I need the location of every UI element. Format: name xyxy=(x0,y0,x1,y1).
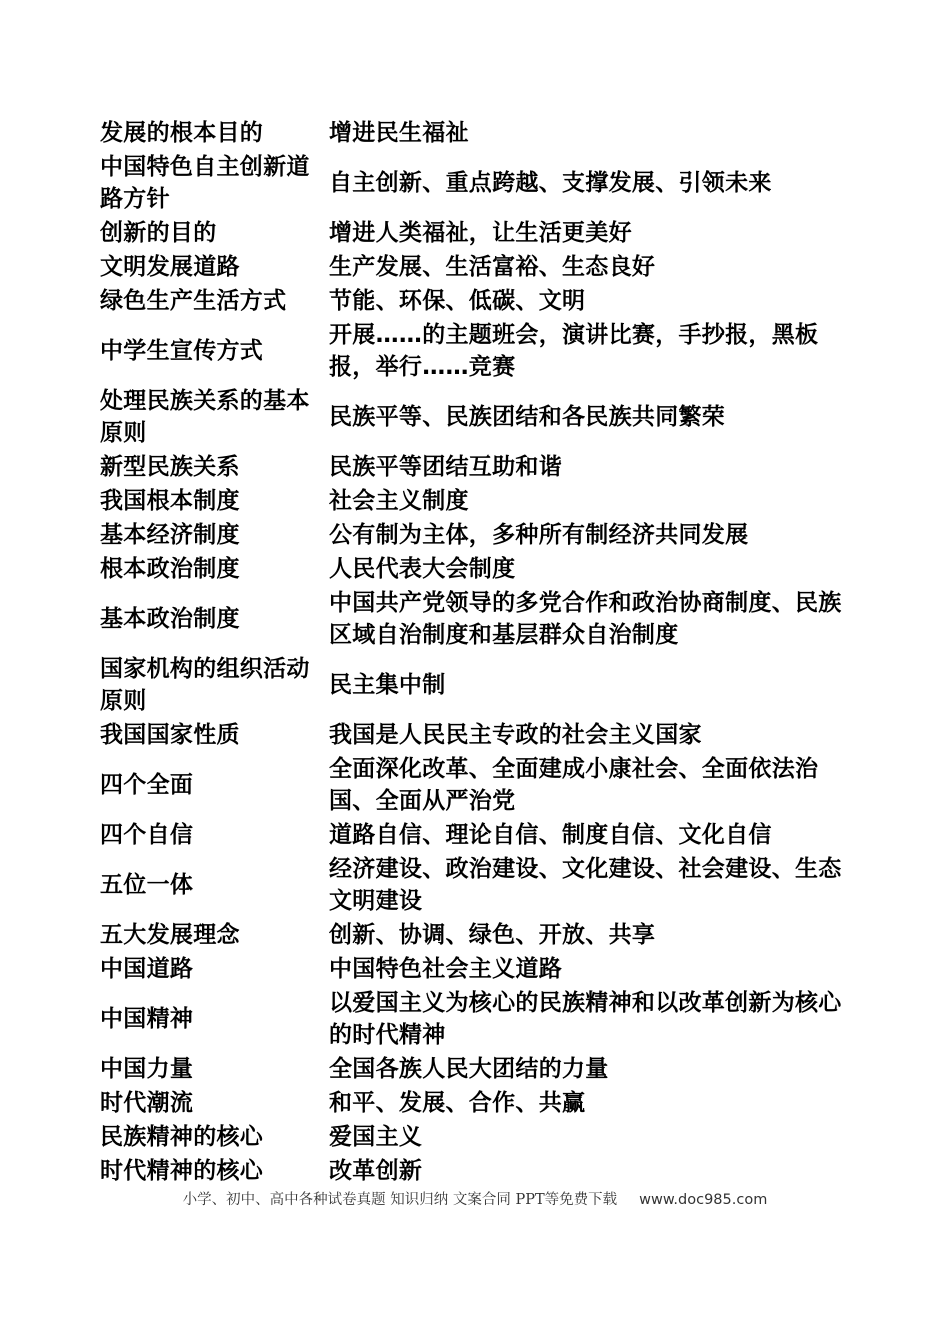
table-row xyxy=(100,518,860,552)
table-row xyxy=(100,918,860,952)
table-row xyxy=(100,952,860,986)
table-row xyxy=(100,484,860,518)
term-cell: 新型民族关系 xyxy=(100,454,240,480)
definition-cell: 公有制为主体，多种所有制经济共同发展 xyxy=(329,522,749,548)
definition-cell: 和平、发展、合作、共赢 xyxy=(329,1090,586,1116)
table-row xyxy=(100,986,860,1052)
table-row xyxy=(100,1052,860,1086)
table-row xyxy=(100,818,860,852)
term-cell: 中学生宣传方式 xyxy=(100,338,264,364)
term-cell: 处理民族关系的基本原则 xyxy=(100,388,310,446)
definition-cell: 全国各族人民大团结的力量 xyxy=(329,1056,609,1082)
table-row xyxy=(100,216,860,250)
table-row xyxy=(100,318,860,384)
definition-cell: 中国特色社会主义道路 xyxy=(329,956,562,982)
term-cell: 民族精神的核心 xyxy=(100,1124,264,1150)
table-row xyxy=(100,384,860,450)
term-cell: 国家机构的组织活动原则 xyxy=(100,656,310,714)
definition-cell: 爱国主义 xyxy=(329,1124,423,1150)
table-row xyxy=(100,250,860,284)
term-cell: 五位一体 xyxy=(100,872,194,898)
term-cell: 四个全面 xyxy=(100,772,194,798)
term-cell: 中国精神 xyxy=(100,1006,194,1032)
term-cell: 中国力量 xyxy=(100,1056,194,1082)
definition-cell: 社会主义制度 xyxy=(329,488,469,514)
table-row xyxy=(100,852,860,918)
term-cell: 创新的目的 xyxy=(100,220,217,246)
definition-cell: 改革创新 xyxy=(329,1158,423,1184)
table-row xyxy=(100,150,860,216)
term-cell: 时代精神的核心 xyxy=(100,1158,264,1184)
term-cell: 我国国家性质 xyxy=(100,722,240,748)
term-cell: 根本政治制度 xyxy=(100,556,240,582)
definition-cell: 民族平等、民族团结和各民族共同繁荣 xyxy=(329,404,726,430)
definition-cell: 生产发展、生活富裕、生态良好 xyxy=(329,254,656,280)
definition-cell: 增进人类福祉，让生活更美好 xyxy=(329,220,632,246)
table-row xyxy=(100,718,860,752)
table-row xyxy=(100,752,860,818)
table-row xyxy=(100,1086,860,1120)
table-row xyxy=(100,284,860,318)
term-cell: 发展的根本目的 xyxy=(100,120,264,146)
definition-cell: 我国是人民民主专政的社会主义国家 xyxy=(329,722,702,748)
table-row xyxy=(100,1154,860,1188)
term-cell: 基本经济制度 xyxy=(100,522,240,548)
table-row xyxy=(100,450,860,484)
definition-cell: 以爱国主义为核心的民族精神和以改革创新为核心的时代精神 xyxy=(329,990,842,1048)
term-cell: 时代潮流 xyxy=(100,1090,194,1116)
definition-cell: 开展……的主题班会，演讲比赛，手抄报，黑板报，举行……竞赛 xyxy=(329,322,819,380)
definition-cell: 道路自信、理论自信、制度自信、文化自信 xyxy=(329,822,772,848)
table-row xyxy=(100,586,860,652)
table-row xyxy=(100,1120,860,1154)
definition-cell: 创新、协调、绿色、开放、共享 xyxy=(329,922,656,948)
definition-cell: 人民代表大会制度 xyxy=(329,556,516,582)
term-cell: 四个自信 xyxy=(100,822,194,848)
term-cell: 中国特色自主创新道路方针 xyxy=(100,154,310,212)
definition-cell: 全面深化改革、全面建成小康社会、全面依法治国、全面从严治党 xyxy=(329,756,819,814)
definition-cell: 节能、环保、低碳、文明 xyxy=(329,288,586,314)
page-footer xyxy=(0,1190,950,1210)
term-cell: 基本政治制度 xyxy=(100,606,240,632)
term-cell: 五大发展理念 xyxy=(100,922,240,948)
definition-cell: 中国共产党领导的多党合作和政治协商制度、民族区域自治制度和基层群众自治制度 xyxy=(329,590,842,648)
definition-cell: 民族平等团结互助和谐 xyxy=(329,454,562,480)
term-cell: 绿色生产生活方式 xyxy=(100,288,287,314)
definition-cell: 增进民生福祉 xyxy=(329,120,469,146)
definition-cell: 民主集中制 xyxy=(329,672,446,698)
term-cell: 我国根本制度 xyxy=(100,488,240,514)
definition-cell: 经济建设、政治建设、文化建设、社会建设、生态文明建设 xyxy=(329,856,842,914)
footer-text: 小学、初中、高中各种试卷真题 知识归纳 文案合同 PPT等免费下载 xyxy=(182,1192,618,1208)
definition-cell: 自主创新、重点跨越、支撑发展、引领未来 xyxy=(329,170,772,196)
table-row xyxy=(100,116,860,150)
footer-url: www.doc985.com xyxy=(639,1192,768,1208)
table-row xyxy=(100,552,860,586)
term-cell: 中国道路 xyxy=(100,956,194,982)
terms-table xyxy=(100,116,860,1188)
table-row xyxy=(100,652,860,718)
term-cell: 文明发展道路 xyxy=(100,254,240,280)
